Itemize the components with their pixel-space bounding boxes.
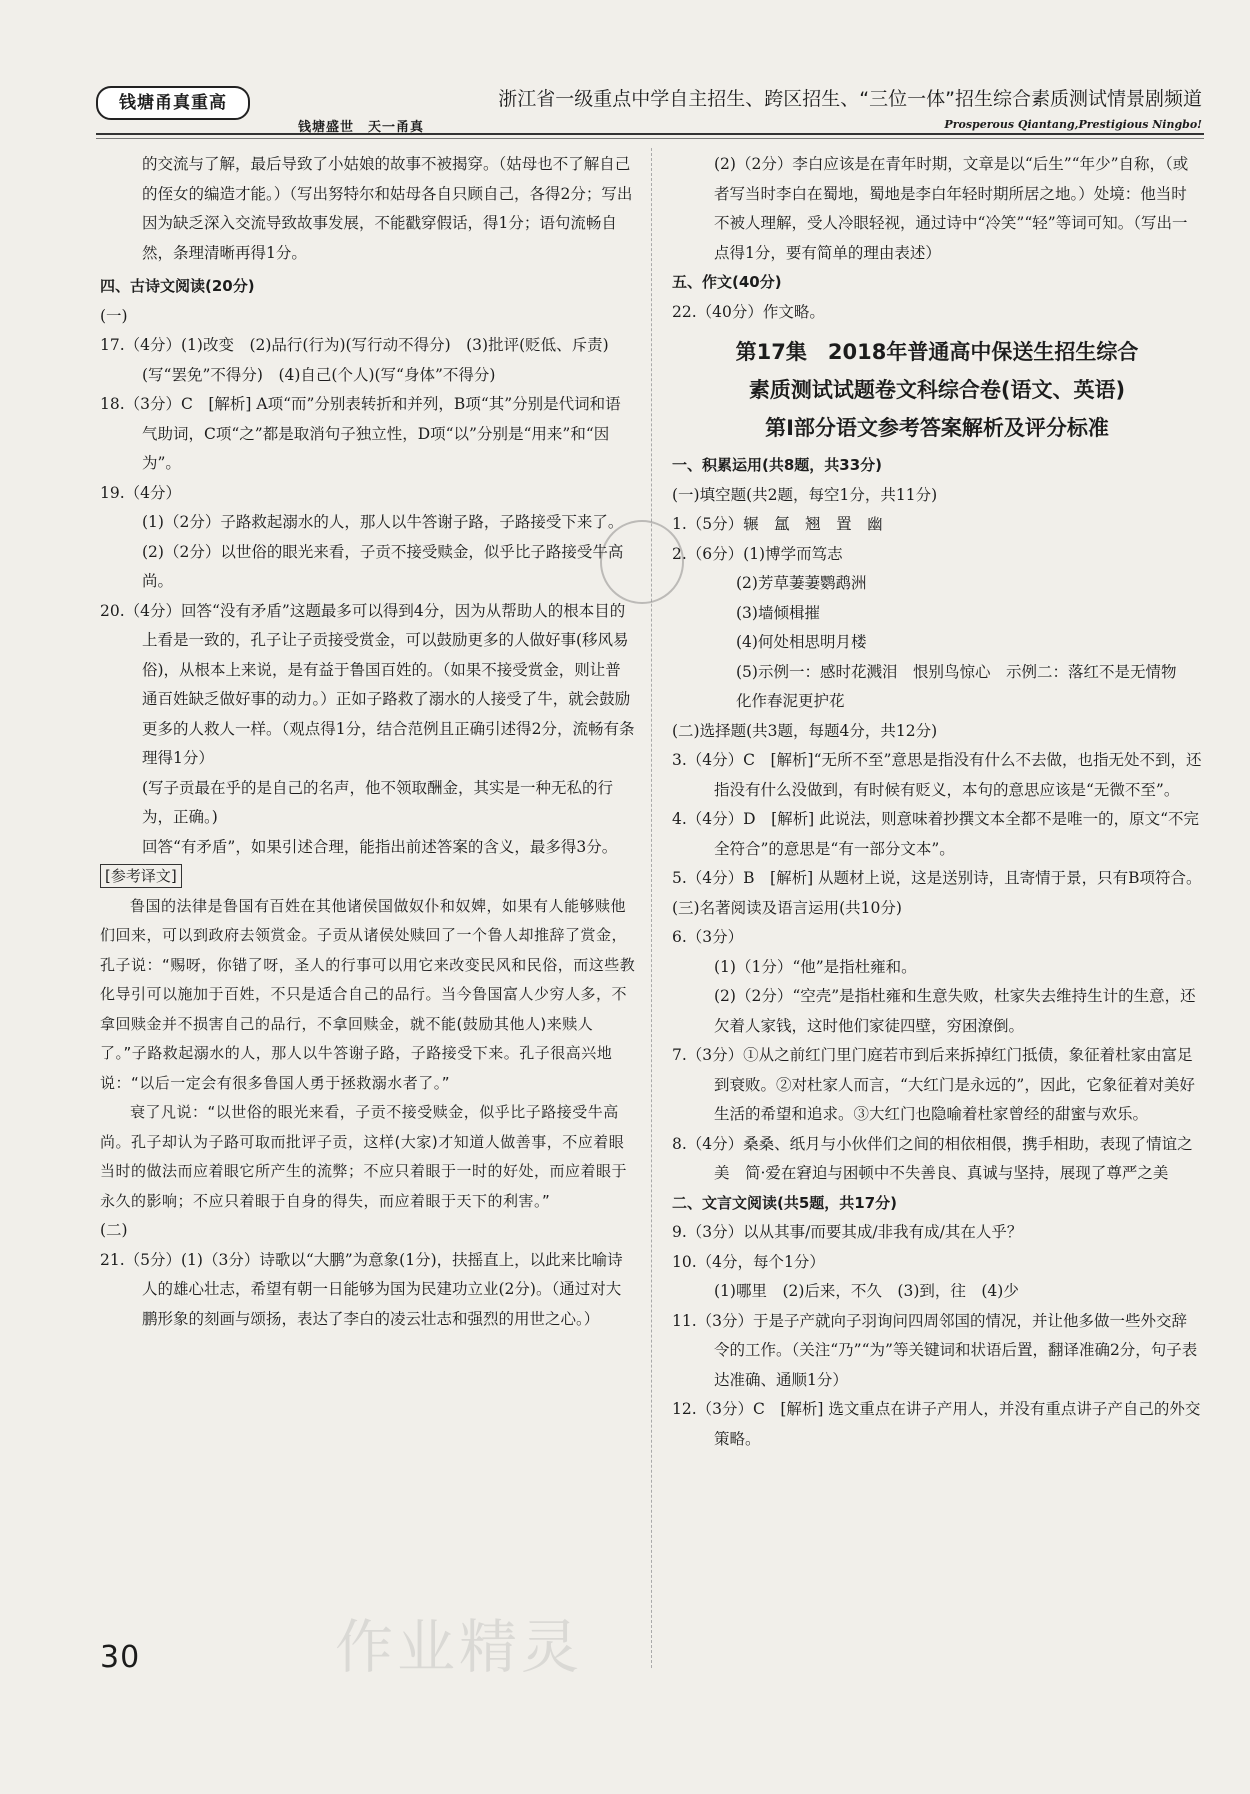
classics-heading: (三)名著阅读及语言运用(共10分) <box>672 898 902 917</box>
translation-para-2: 衰了凡说：“以世俗的眼光来看，子贡不接受赎金，似乎比子路接受牛高尚。孔子却认为子路可取而批评子贡，这样(大家)才知道人做善事，不应着眼当时的做法而应着眼它所产生的流弊；不应只着眼于一时的好处，而应着眼于永久的影响；不应只着眼于自身的得失，而应着眼于天下的利害。” <box>100 1103 628 1210</box>
answer-2-2: (2)芳草萋萋鹦鹉洲 <box>736 574 867 592</box>
fill-blank-heading: (一)填空题(共2题，每空1分，共11分) <box>672 485 938 504</box>
answer-21: 21.（5分）(1)（3分）诗歌以“大鹏”为意象(1分)，扶摇直上，以此来比喻诗人的雄心壮志，希望有朝一日能够为国为民建功立业(2分)。（通过对大鹏形象的刻画与颂扬，表达了李白的凌云壮志和强烈的用世之心。） <box>100 1250 623 1328</box>
brand-logo: 钱塘甬真重高 <box>96 86 250 120</box>
answer-19-1: (1)（2分）子路救起溺水的人，那人以牛答谢子路，子路接受下来了。 <box>142 513 624 531</box>
header-title: 浙江省一级重点中学自主招生、跨区招生、“三位一体”招生综合素质测试情景剧频道 <box>498 88 1202 110</box>
answer-3: 3.（4分）C [解析]“无所不至”意思是指没有什么不去做，也指无处不到，还指没有什么没做到，有时候有贬义，本句的意思应该是“无微不至”。 <box>672 751 1202 799</box>
stamp-seal <box>600 520 684 604</box>
section-heading-classical-prose: 二、文言文阅读(共5题，共17分) <box>672 1193 898 1212</box>
subsection-1: (一) <box>100 306 128 325</box>
answer-5: 5.（4分）B [解析] 从题材上说，这是送别诗，且寄情于景，只有B项符合。 <box>672 869 1202 887</box>
page-number: 30 <box>100 1640 141 1675</box>
answer-18: 18.（3分）C [解析] A项“而”分别表转折和并列，B项“其”分别是代词和语气助词，C项“之”都是取消句子独立性，D项“以”分别是“用来”和“因为”。 <box>100 395 621 472</box>
subsection-2: (二) <box>100 1221 128 1239</box>
translation-label: [参考译文] <box>100 864 182 888</box>
set-17-title-line-1: 第17集 2018年普通高中保送生招生综合 <box>735 340 1139 364</box>
header-slogan: 钱塘盛世 天一甬真 <box>298 120 425 135</box>
answer-2-5: (5)示例一：感时花溅泪 恨别鸟惊心 示例二：落红不是无情物 化作春泥更护花 <box>736 662 1192 710</box>
section-heading-essay: 五、作文(40分) <box>672 273 782 291</box>
answer-11: 11.（3分）于是子产就向子羽询问四周邻国的情况，并让他多做一些外交辞令的工作。（关注“乃”“为”等关键词和状语后置，翻译准确2分，句子表达准确、通顺1分） <box>672 1311 1198 1389</box>
header-english: Prosperous Qiantang,Prestigious Ningbo! <box>944 118 1202 131</box>
answer-20: 20.（4分）回答“没有矛盾”这题最多可以得到4分，因为从帮助人的根本目的上看是一致的，孔子让子贡接受赏金，可以鼓励更多的人做好事(移风易俗)，从根本上来说，是有益于鲁国百姓的。（如果不接受赏金，则让普通百姓缺乏做好事的动力。）正如子路救了溺水的人接受了牛，就会鼓励更多的人救人一样。（观点得1分，结合范例且正确引述得2分，流畅有条理得1分） <box>100 601 635 767</box>
answer-8: 8.（4分）桑桑、纸月与小伙伴们之间的相依相偎，携手相助，表现了情谊之美 简·爱在窘迫与困顿中不失善良、真诚与坚持，展现了尊严之美 <box>672 1134 1193 1182</box>
set-17-title <box>672 333 1202 447</box>
answer-20-alt: 回答“有矛盾”，如果引述合理，能指出前述答案的含义，最多得3分。 <box>142 837 618 856</box>
answer-17: 17.（4分）(1)改变 (2)品行(行为)(写行动不得分) (3)批评(贬低、斥责)(写“罢免”不得分) (4)自己(个人)(写“身体”不得分) <box>100 336 609 384</box>
answer-10: 10.（4分，每个1分） <box>672 1252 825 1271</box>
section-heading-accumulation: 一、积累运用(共8题，共33分) <box>672 456 883 474</box>
answer-22: 22.（40分）作文略。 <box>672 302 825 321</box>
header-rule <box>96 133 1204 135</box>
answer-continuation: 的交流与了解，最后导致了小姑娘的故事不被揭穿。（姑母也不了解自己的侄女的编造才能。）（写出努特尔和姑母各自只顾自己，各得2分；写出因为缺乏深入交流导致故事发展，不能戳穿假话，得1分；语句流畅自然，条理清晰再得1分。 <box>142 155 633 262</box>
answer-6: 6.（3分） <box>672 928 744 946</box>
translation-para-1: 鲁国的法律是鲁国有百姓在其他诸侯国做奴仆和奴婢，如果有人能够赎他们回来，可以到政府去领赏金。子贡从诸侯处赎回了一个鲁人却推辞了赏金，孔子说：“赐呀，你错了呀，圣人的行事可以用它来改变民风和民俗，而这些教化导引可以施加于百姓，不只是适合自己的品行。当今鲁国富人少穷人多，不拿回赎金并不损害自己的品行，不拿回赎金，就不能(鼓励其他人)来赎人了。”子路救起溺水的人，那人以牛答谢子路，子路接受下来。孔子很高兴地说：“以后一定会有很多鲁国人勇于拯救溺水者了。” <box>100 896 636 1092</box>
answer-10-1: (1)哪里 (2)后来，不久 (3)到，往 (4)少 <box>714 1282 1019 1300</box>
answer-6-2: (2)（2分）“空壳”是指杜雍和生意失败，杜家失去维持生计的生意，还欠着人家钱，这时他们家徒四壁，穷困潦倒。 <box>714 987 1196 1035</box>
set-17-title-line-2: 素质测试试题卷文科综合卷(语文、英语) <box>748 378 1126 402</box>
column-divider <box>651 148 652 1668</box>
answer-4: 4.（4分）D [解析] 此说法，则意味着抄撰文本全都不是唯一的，原文“不完全符合”的意思是“有一部分文本”。 <box>672 810 1200 858</box>
answer-2-3: (3)墙倾楫摧 <box>736 603 820 622</box>
answer-2-4: (4)何处相思明月楼 <box>736 633 867 651</box>
answer-7: 7.（3分）①从之前红门里门庭若市到后来拆掉红门抵债，象征着杜家由富足到衰败。②对杜家人而言，“大红门是永远的”，因此，它象征着对美好生活的希望和追求。③大红门也隐喻着杜家曾经的甜蜜与欢乐。 <box>672 1046 1195 1123</box>
choice-heading: (二)选择题(共3题，每题4分，共12分) <box>672 721 938 740</box>
answer-20-note: (写子贡最在乎的是自己的名声，他不领取酬金，其实是一种无私的行为，正确。) <box>142 778 614 826</box>
right-column <box>672 150 1202 1454</box>
answer-6-1: (1)（1分）“他”是指杜雍和。 <box>714 957 917 976</box>
answer-9: 9.（3分）以从其事/而要其成/非我有成/其在人乎？ <box>672 1223 1023 1241</box>
answer-19: 19.（4分） <box>100 483 182 502</box>
answer-19-2: (2)（2分）以世俗的眼光来看，子贡不接受赎金，似乎比子路接受牛高尚。 <box>142 542 624 590</box>
answer-1: 1.（5分）辗 氲 翘 置 幽 <box>672 515 883 533</box>
set-17-title-line-3: 第Ⅰ部分语文参考答案解析及评分标准 <box>765 416 1109 440</box>
left-column <box>100 150 636 1334</box>
answer-2: 2.（6分）(1)博学而笃志 <box>672 544 843 563</box>
header-rule-thin <box>96 138 1204 139</box>
section-heading-classical: 四、古诗文阅读(20分) <box>100 277 255 295</box>
watermark-text: 作业精灵 <box>335 1613 584 1681</box>
answer-12: 12.（3分）C [解析] 选文重点在讲子产用人，并没有重点讲子产自己的外交策略。 <box>672 1400 1201 1448</box>
answer-21-2: (2)（2分）李白应该是在青年时期，文章是以“后生”“年少”自称，（或者写当时李白在蜀地，蜀地是李白年轻时期所居之地。）处境：他当时不被人理解，受人冷眼轻视，通过诗中“冷笑”“轻”等词可知。（写出一点得1分，要有简单的理由表述） <box>714 155 1189 262</box>
